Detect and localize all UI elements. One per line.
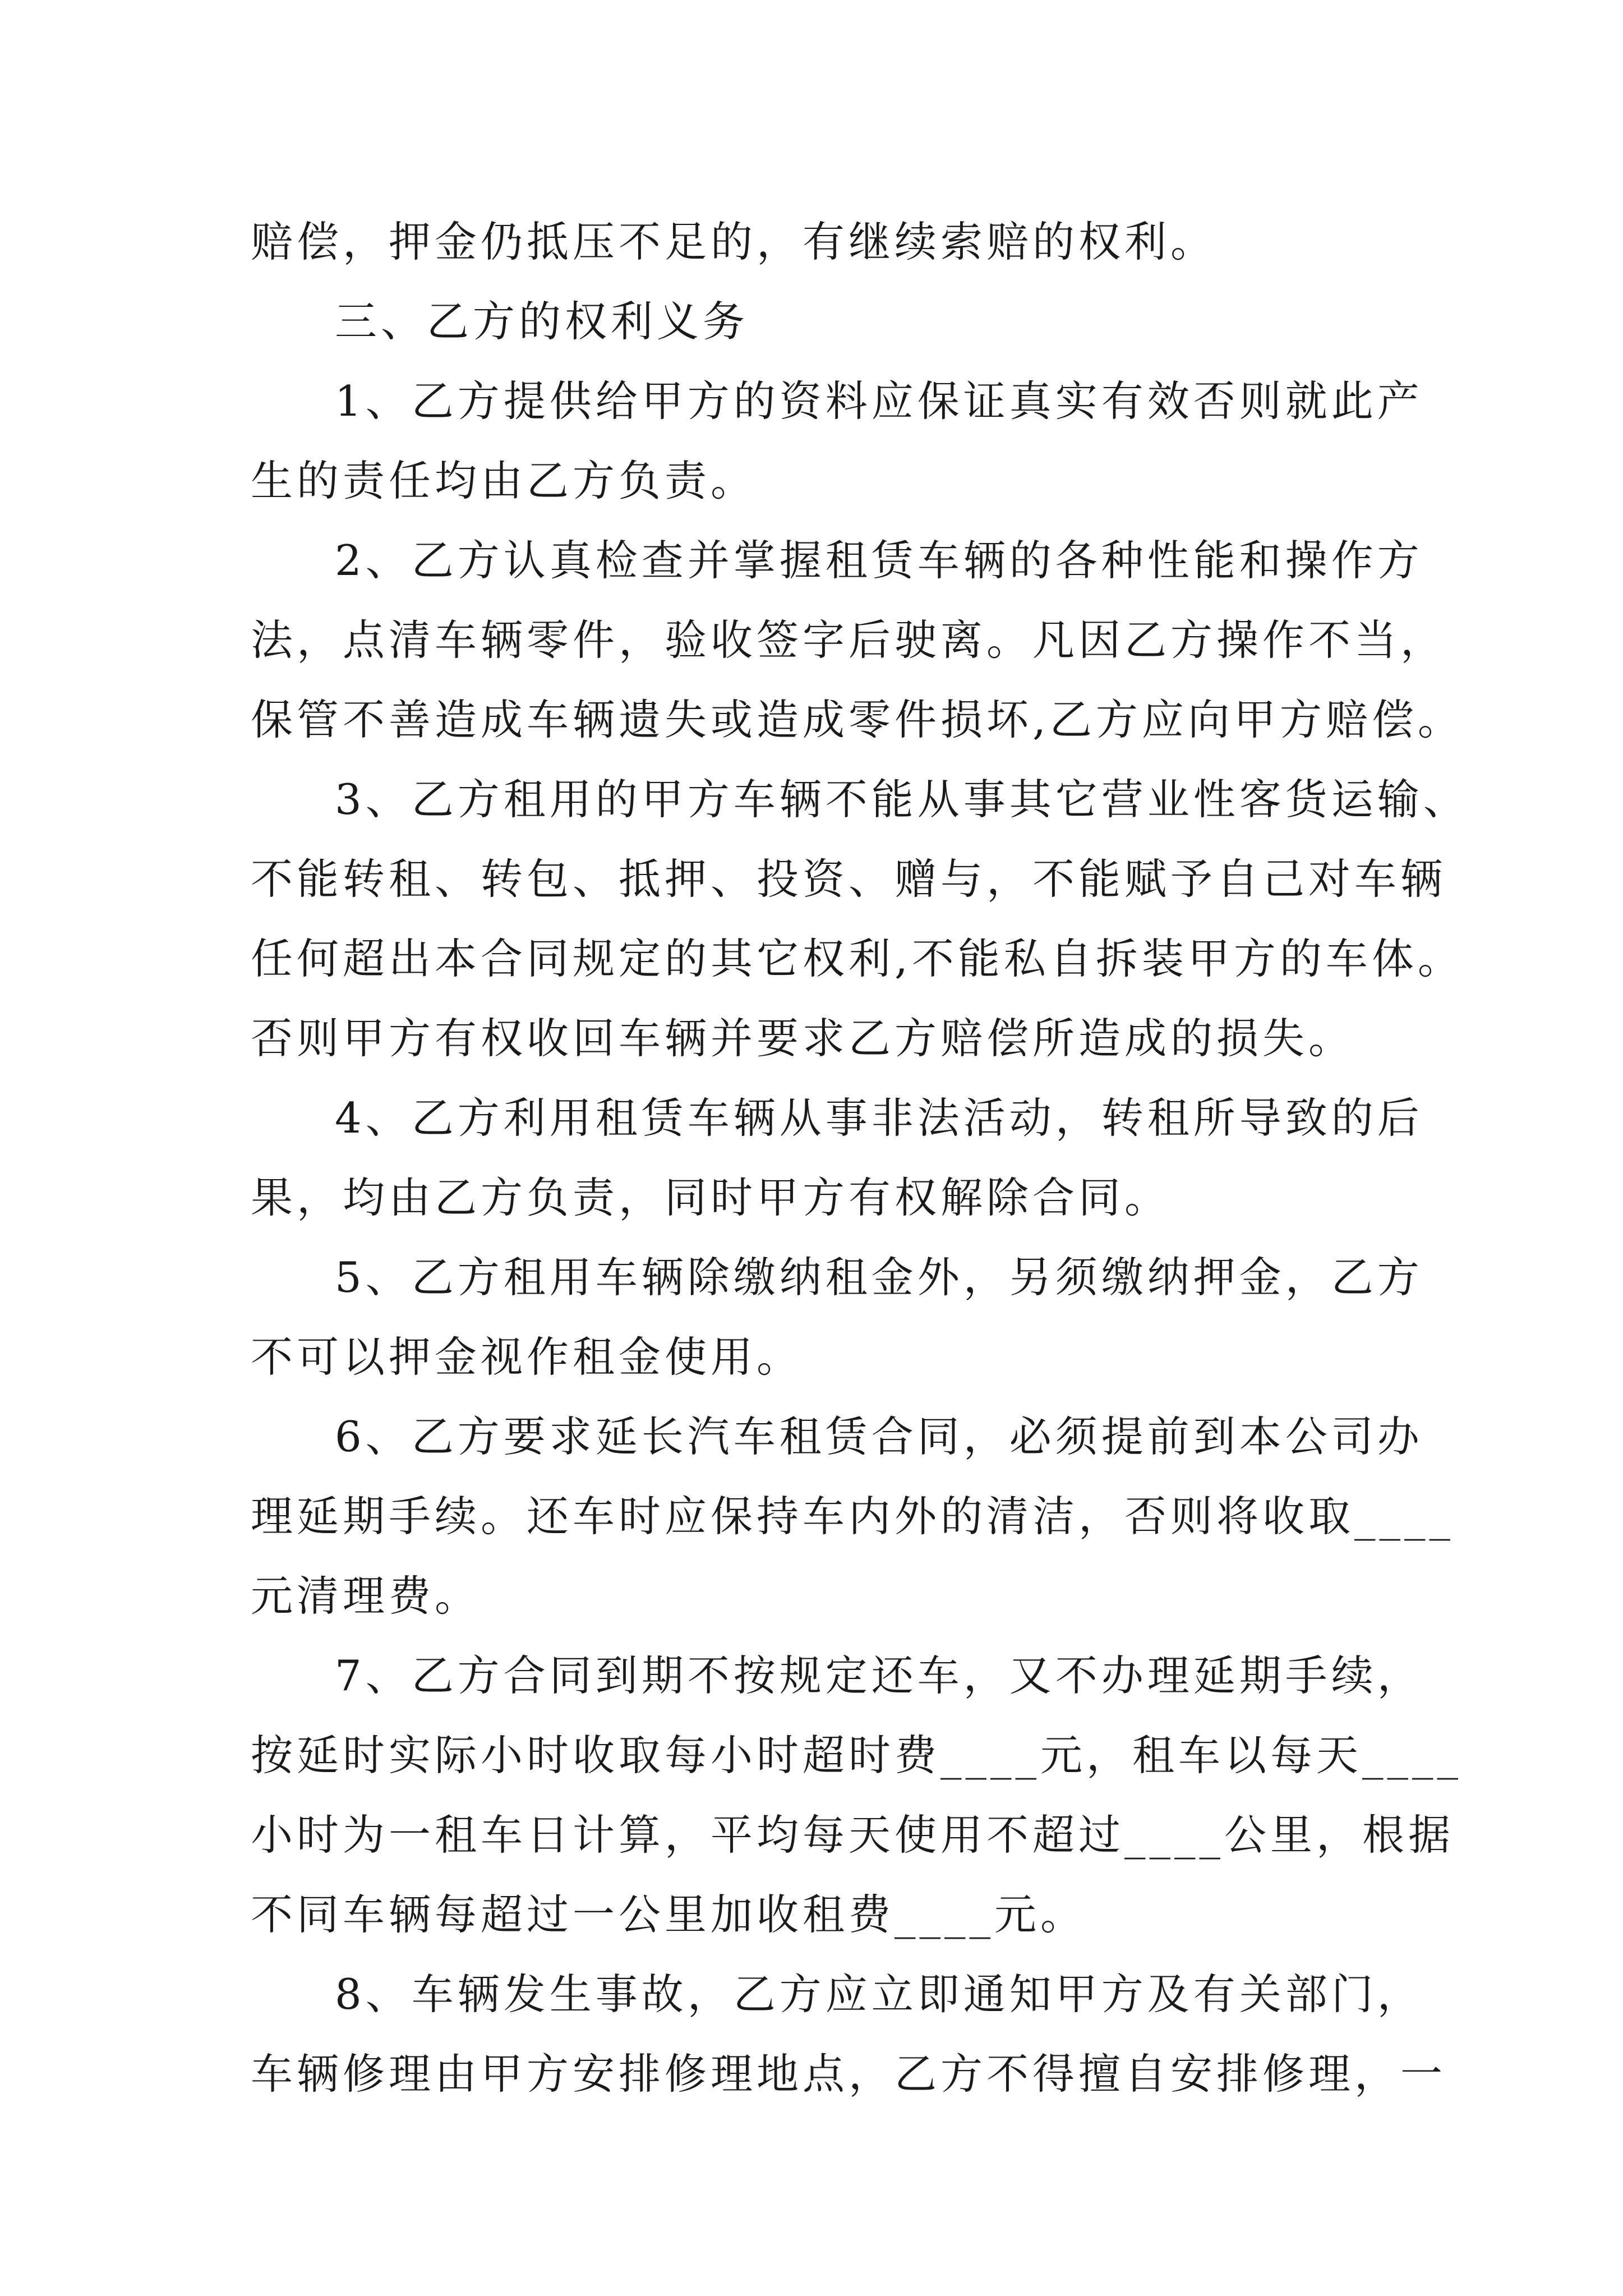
text-line: 5、乙方租用车辆除缴纳租金外，另须缴纳押金，乙方	[335, 1253, 1423, 1302]
text-line: 否则甲方有权收回车辆并要求乙方赔偿所造成的损失。	[251, 1014, 1355, 1063]
text-line: 小时为一租车日计算，平均每天使用不超过____公里，根据	[251, 1810, 1455, 1860]
document-body	[251, 202, 1469, 2114]
text-line: 1、乙方提供给甲方的资料应保证真实有效否则就此产	[335, 376, 1423, 426]
text-line: 7、乙方合同到期不按规定还车，又不办理延期手续，	[335, 1651, 1423, 1700]
text-line: 元清理费。	[251, 1571, 481, 1621]
text-line: 果，均由乙方负责，同时甲方有权解除合同。	[251, 1173, 1171, 1222]
text-line: 按延时实际小时收取每小时超时费____元，租车以每天____	[251, 1731, 1463, 1780]
section-heading: 三、乙方的权利义务	[335, 297, 749, 346]
text-line: 保管不善造成车辆遗失或造成零件损坏,乙方应向甲方赔偿。	[251, 695, 1464, 744]
text-line: 赔偿，押金仍抵压不足的，有继续索赔的权利。	[251, 217, 1217, 266]
text-line: 车辆修理由甲方安排修理地点，乙方不得擅自安排修理，一	[251, 2049, 1447, 2099]
text-line: 不能转租、转包、抵押、投资、赠与，不能赋予自己对车辆	[251, 854, 1447, 904]
text-line: 2、乙方认真检查并掌握租赁车辆的各种性能和操作方	[335, 536, 1423, 585]
text-line: 不可以押金视作租金使用。	[251, 1332, 803, 1382]
text-line: 不同车辆每超过一公里加收租费____元。	[251, 1890, 1087, 1939]
text-line: 任何超出本合同规定的其它权利,不能私自拆装甲方的车体。	[251, 934, 1464, 983]
text-line: 4、乙方利用租赁车辆从事非法活动，转租所导致的后	[335, 1093, 1423, 1143]
text-line: 6、乙方要求延长汽车租赁合同，必须提前到本公司办	[335, 1412, 1423, 1461]
text-line: 法，点清车辆零件，验收签字后驶离。凡因乙方操作不当，	[251, 615, 1447, 665]
text-line: 生的责任均由乙方负责。	[251, 456, 757, 505]
text-line: 3、乙方租用的甲方车辆不能从事其它营业性客货运输、	[335, 775, 1469, 824]
text-line: 理延期手续。还车时应保持车内外的清洁，否则将收取____	[251, 1492, 1455, 1541]
text-line: 8、车辆发生事故，乙方应立即通知甲方及有关部门，	[335, 1970, 1423, 2019]
